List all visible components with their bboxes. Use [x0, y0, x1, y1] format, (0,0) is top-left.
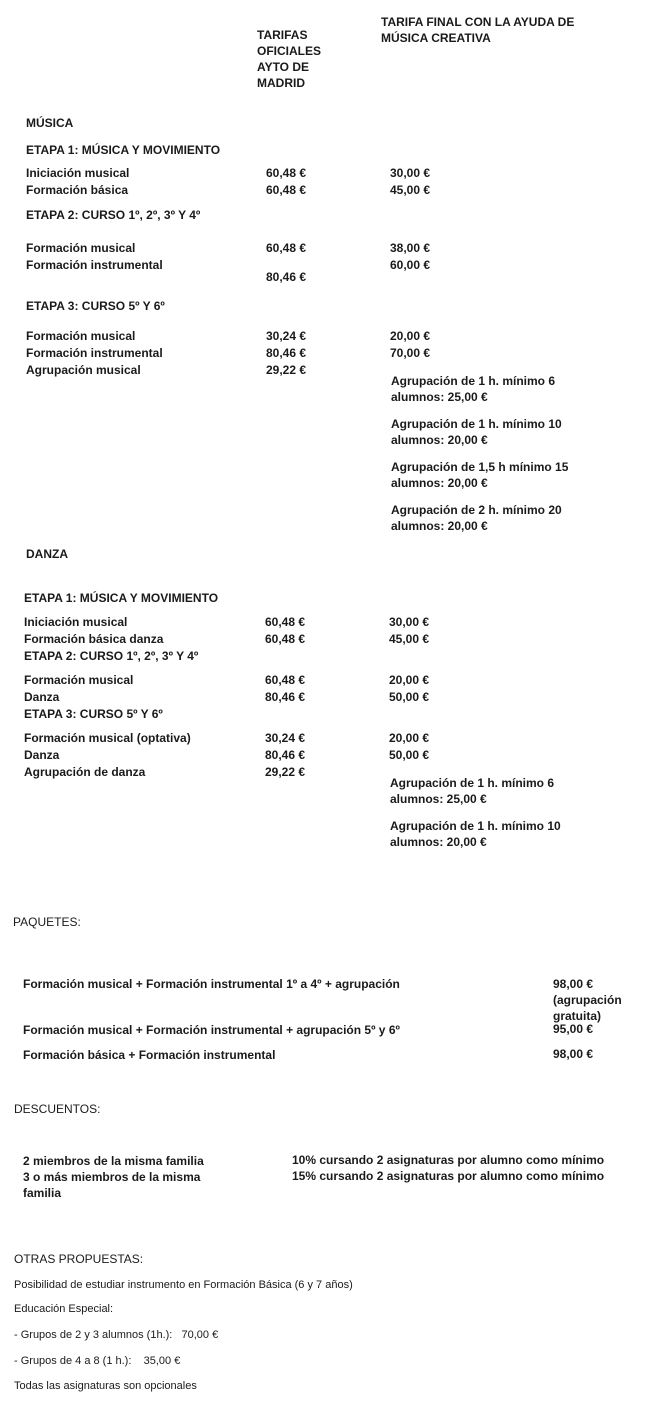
- row-name: Formación instrumental: [26, 258, 163, 272]
- row-oficial: 29,22 €: [266, 363, 307, 377]
- paquete-name: Formación musical + Formación instrumental + agrupación 5º y 6º: [23, 1023, 400, 1037]
- row-oficial: 60,48 €: [265, 632, 306, 646]
- otras-line: Posibilidad de estudiar instrumento en Formación Básica (6 y 7 años): [14, 1279, 353, 1291]
- section-title-descuentos: DESCUENTOS:: [14, 1102, 101, 1116]
- etapa-title: ETAPA 3: CURSO 5º Y 6º: [26, 299, 165, 313]
- row-name: Iniciación musical: [26, 166, 130, 180]
- row-oficial: 60,48 €: [265, 673, 306, 687]
- row-oficial: 30,24 €: [266, 329, 307, 343]
- row-name: Iniciación musical: [24, 615, 128, 629]
- paquete-price: 95,00 €: [553, 1022, 594, 1036]
- row-final: 45,00 €: [390, 183, 431, 197]
- descuento-who: 3 o más miembros de la misma familia: [23, 1170, 201, 1200]
- etapa-title: ETAPA 1: MÚSICA Y MOVIMIENTO: [24, 591, 219, 605]
- agrupacion-option: Agrupación de 2 h. mínimo 20 alumnos: 20,00 €: [391, 503, 562, 533]
- paquete-name: Formación musical + Formación instrumental 1º a 4º + agrupación: [23, 977, 400, 991]
- row-final: 50,00 €: [389, 690, 430, 704]
- row-name: Formación musical (optativa): [24, 731, 191, 745]
- row-final: 70,00 €: [390, 346, 431, 360]
- row-name: Formación básica: [26, 183, 129, 197]
- agrupacion-option: Agrupación de 1,5 h mínimo 15 alumnos: 20,00 €: [391, 460, 569, 490]
- etapa-title: ETAPA 2: CURSO 1º, 2º, 3º Y 4º: [26, 208, 201, 222]
- descuento-who: 2 miembros de la misma familia: [23, 1154, 204, 1168]
- row-name: Formación instrumental: [26, 346, 163, 360]
- agrupacion-option: Agrupación de 1 h. mínimo 6 alumnos: 25,00 €: [391, 374, 556, 404]
- row-name: Danza: [24, 690, 60, 704]
- row-oficial: 80,46 €: [265, 690, 306, 704]
- otras-line: - Grupos de 4 a 8 (1 h.): 35,00 €: [14, 1355, 181, 1367]
- otras-line: Educación Especial:: [14, 1303, 114, 1315]
- row-name: Formación básica danza: [24, 632, 164, 646]
- row-oficial: 80,46 €: [266, 346, 307, 360]
- row-oficial: 60,48 €: [265, 615, 306, 629]
- agrupacion-option: Agrupación de 1 h. mínimo 6 alumnos: 25,00 €: [390, 776, 555, 806]
- row-final: 20,00 €: [389, 673, 430, 687]
- row-oficial: 80,46 €: [265, 748, 306, 762]
- section-title-danza: DANZA: [26, 547, 68, 561]
- descuento-what: 15% cursando 2 asignaturas por alumno como mínimo: [292, 1169, 605, 1183]
- agrupacion-option: Agrupación de 1 h. mínimo 10 alumnos: 20,00 €: [390, 819, 561, 849]
- etapa-title: ETAPA 1: MÚSICA Y MOVIMIENTO: [26, 143, 221, 157]
- row-oficial: 60,48 €: [266, 241, 307, 255]
- row-name: Formación musical: [26, 241, 136, 255]
- etapa-title: ETAPA 2: CURSO 1º, 2º, 3º Y 4º: [24, 649, 199, 663]
- row-final: 20,00 €: [389, 731, 430, 745]
- row-final: 30,00 €: [390, 166, 431, 180]
- row-name: Formación musical: [26, 329, 136, 343]
- row-final: 45,00 €: [389, 632, 430, 646]
- row-name: Agrupación musical: [26, 363, 141, 377]
- row-name: Danza: [24, 748, 60, 762]
- row-final: 60,00 €: [390, 258, 431, 272]
- row-name: Formación musical: [24, 673, 134, 687]
- row-final: 20,00 €: [390, 329, 431, 343]
- header-col-final: TARIFA FINAL CON LA AYUDA DE MÚSICA CREATIVA: [381, 15, 575, 45]
- descuento-what: 10% cursando 2 asignaturas por alumno como mínimo: [292, 1153, 605, 1167]
- otras-line: Todas las asignaturas son opcionales: [14, 1380, 197, 1392]
- section-title-musica: MÚSICA: [26, 116, 74, 130]
- etapa-title: ETAPA 3: CURSO 5º Y 6º: [24, 707, 163, 721]
- row-oficial: 80,46 €: [266, 270, 307, 284]
- agrupacion-option: Agrupación de 1 h. mínimo 10 alumnos: 20,00 €: [391, 417, 562, 447]
- otras-line: - Grupos de 2 y 3 alumnos (1h.): 70,00 €: [14, 1329, 219, 1341]
- row-final: 38,00 €: [390, 241, 431, 255]
- row-final: 30,00 €: [389, 615, 430, 629]
- row-oficial: 60,48 €: [266, 166, 307, 180]
- paquete-price: 98,00 € (agrupación gratuita): [553, 977, 622, 1023]
- row-name: Agrupación de danza: [24, 765, 146, 779]
- header-col-oficial: TARIFAS OFICIALES AYTO DE MADRID: [257, 28, 322, 90]
- row-oficial: 29,22 €: [265, 765, 306, 779]
- row-final: 50,00 €: [389, 748, 430, 762]
- row-oficial: 60,48 €: [266, 183, 307, 197]
- paquete-price: 98,00 €: [553, 1047, 594, 1061]
- section-title-otras: OTRAS PROPUESTAS:: [14, 1252, 144, 1266]
- section-title-paquetes: PAQUETES:: [13, 915, 81, 929]
- row-oficial: 30,24 €: [265, 731, 306, 745]
- paquete-name: Formación básica + Formación instrumental: [23, 1048, 276, 1062]
